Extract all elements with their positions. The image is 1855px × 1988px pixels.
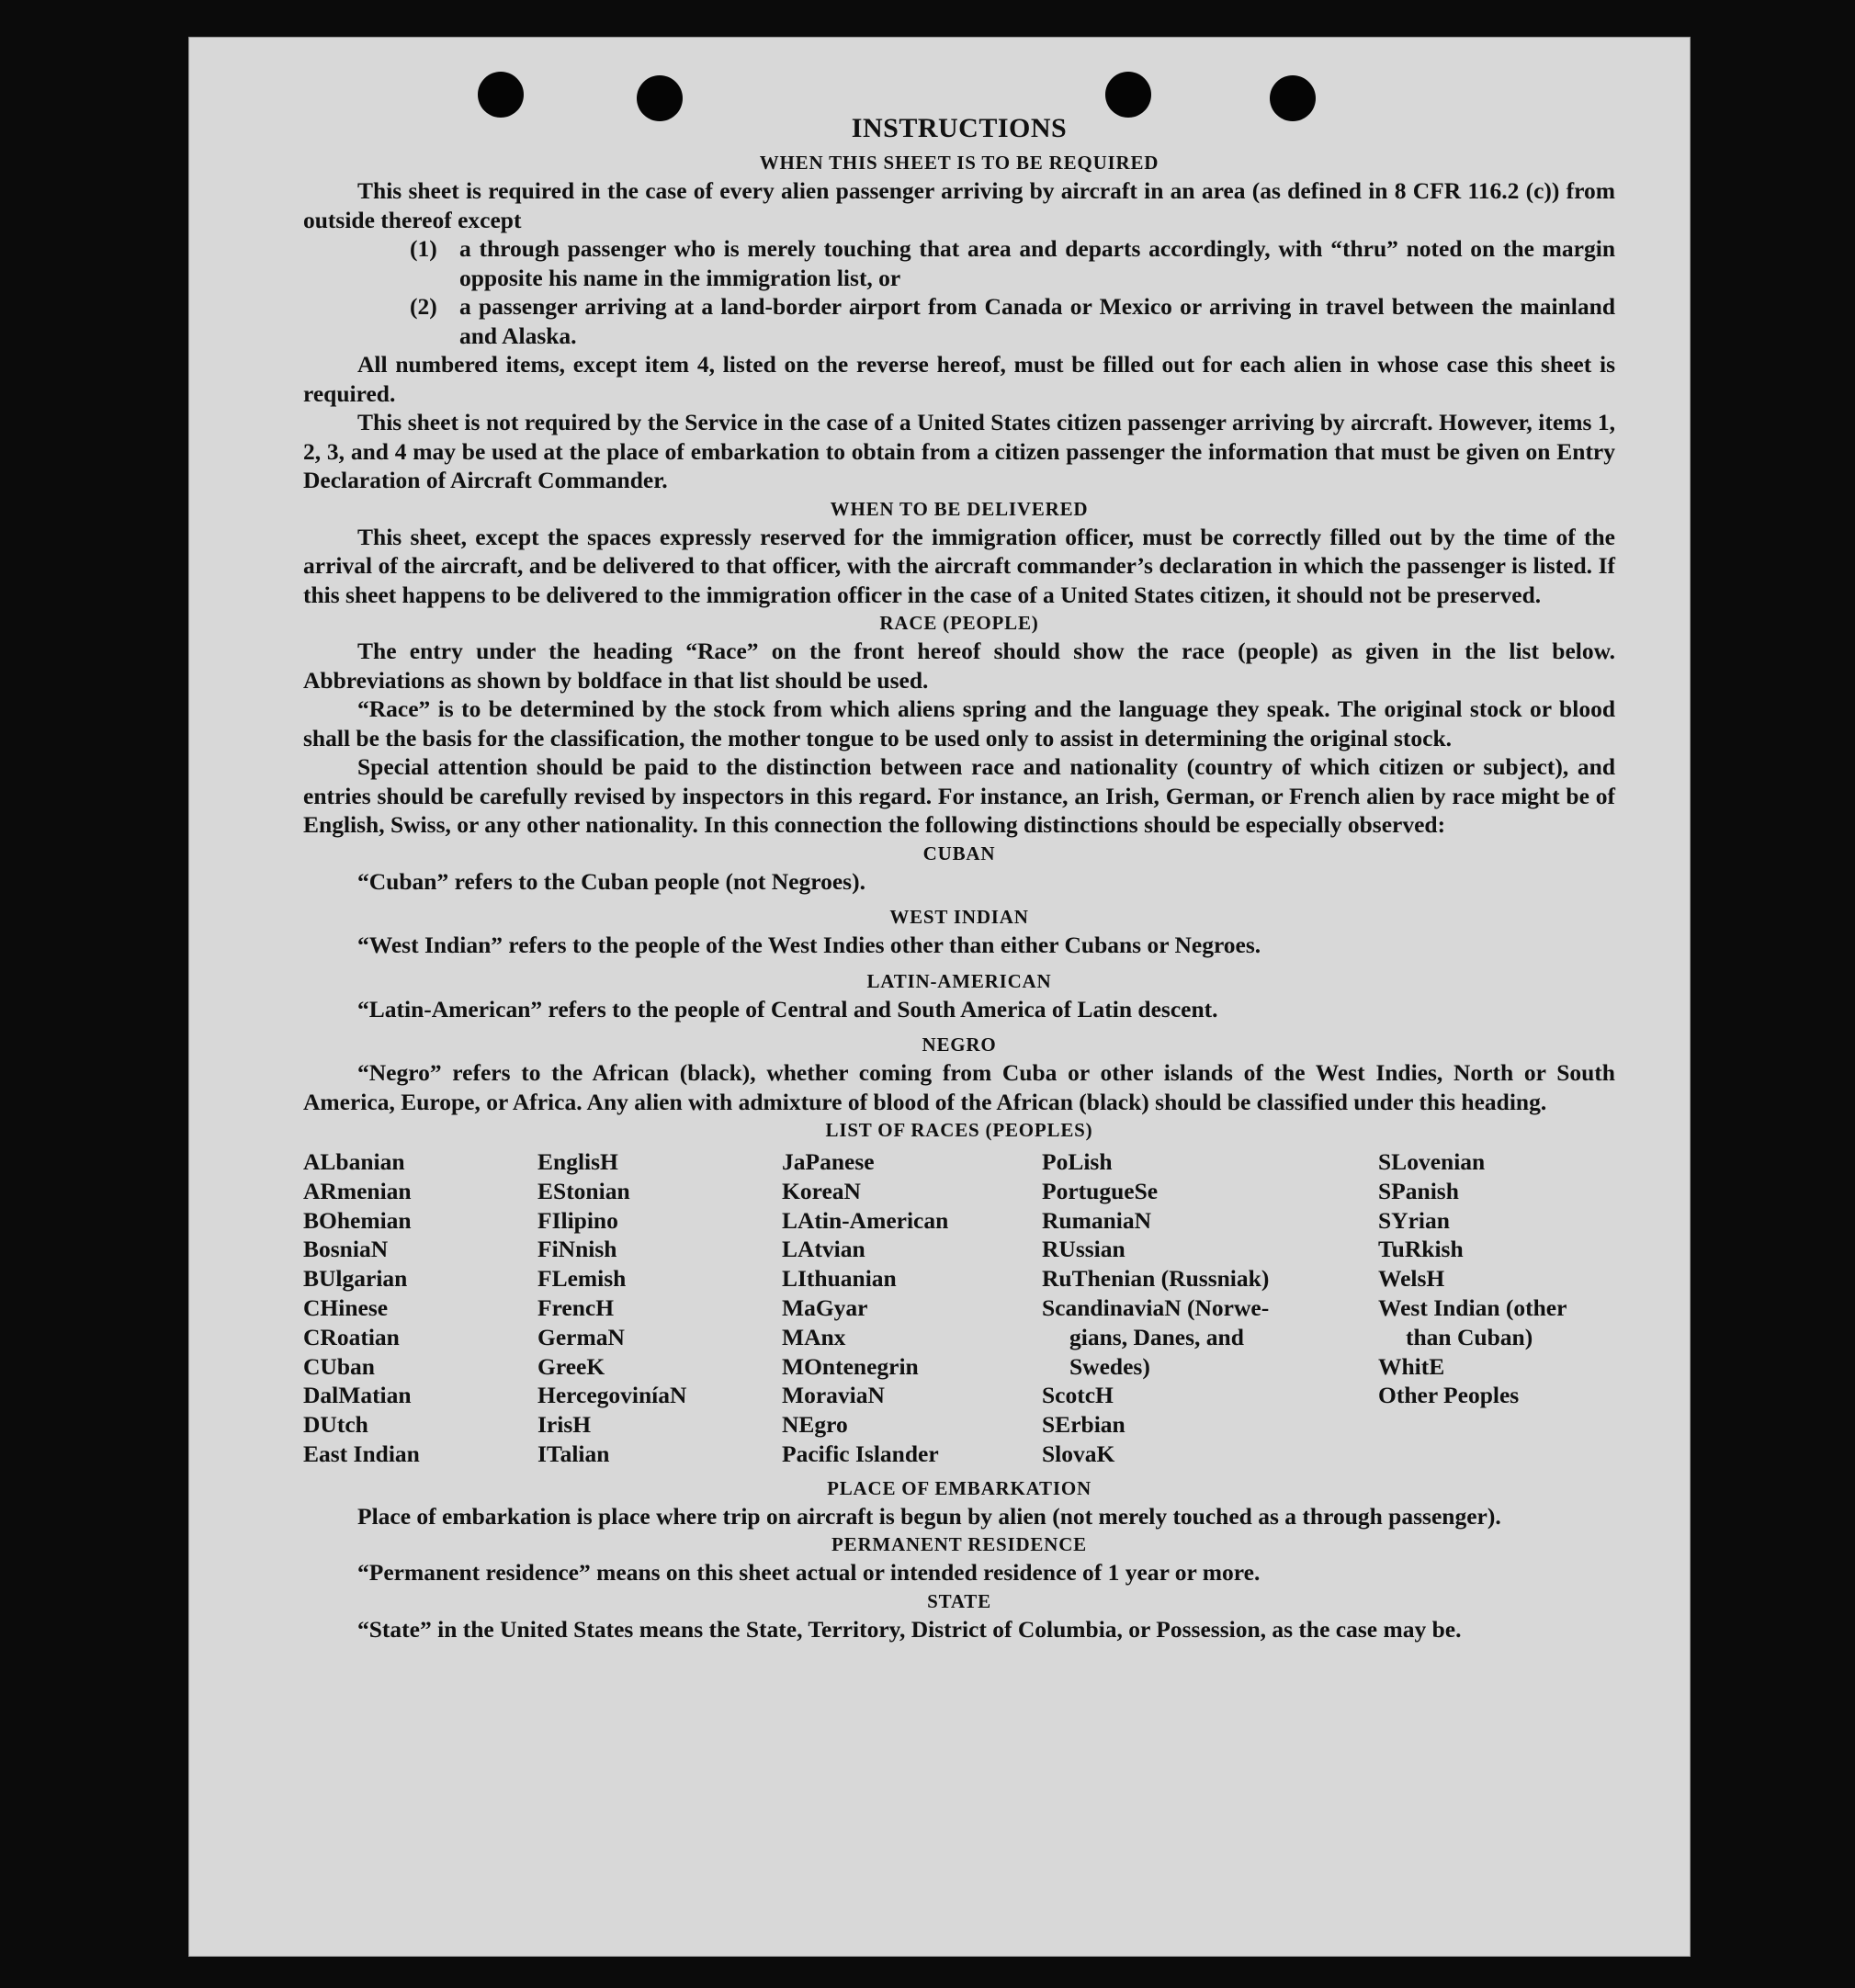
- race-item: than Cuban): [1406, 1323, 1533, 1350]
- instructions-body: [303, 110, 1615, 1643]
- race-item: CHinese: [303, 1293, 389, 1321]
- race-item: LAtin-American: [782, 1206, 949, 1234]
- section-heading: PLACE OF EMBARKATION: [827, 1476, 1092, 1499]
- paragraph: The entry under the heading “Race” on the front hereof should show the race (people) as given in the list below. Abbreviations as shown by boldface in that list should be used.: [303, 638, 1615, 694]
- race-item: East Indian: [303, 1440, 420, 1467]
- race-item: SPanish: [1378, 1177, 1459, 1204]
- race-item: LIthuanian: [782, 1265, 897, 1293]
- race-item: ALbanian: [303, 1148, 405, 1175]
- item-text: a through passenger who is merely touching that area and departs accordingly, with “thru” noted on the margin opposite his name in the immigration list, or: [459, 235, 1615, 291]
- race-item: FLemish: [537, 1265, 627, 1293]
- race-item: DalMatian: [303, 1382, 412, 1409]
- race-column: [303, 1147, 537, 1469]
- definition: “Negro” refers to the African (black), whether coming from Cuba or other islands of the West Indies, North or South America, Europe, or Africa. Any alien with admixture of blood of the African (black) should be classified under this heading.: [303, 1059, 1615, 1115]
- race-item: KoreaN: [782, 1177, 861, 1204]
- race-item: EnglisH: [537, 1148, 618, 1175]
- race-item: LAtvian: [782, 1236, 865, 1263]
- race-column: [1378, 1147, 1615, 1469]
- race-item: GreeK: [537, 1352, 605, 1380]
- definition: “Latin-American” refers to the people of Central and South America of Latin descent.: [357, 995, 1218, 1022]
- definition: Place of embarkation is place where trip on aircraft is begun by alien (not merely touched as a through passenger).: [357, 1502, 1501, 1530]
- race-item: West Indian (other: [1378, 1293, 1567, 1321]
- paragraph: This sheet, except the spaces expressly reserved for the immigration officer, must be correctly filled out by the time of the arrival of the aircraft, and be delivered to that officer, with the aircraft commander’s declaration in which the passenger is listed. If this sheet happens to be delivered to the immigration officer in the case of a United States citizen, it should not be preserved.: [303, 523, 1615, 608]
- race-item: gians, Danes, and: [1069, 1323, 1244, 1350]
- race-item: FiNnish: [537, 1236, 617, 1263]
- item-number: (1): [410, 235, 437, 262]
- paragraph: Special attention should be paid to the distinction between race and nationality (country of which citizen or subject), and entries should be carefully revised by inspectors in this regard. For instance, an Irish, German, or French alien by race might be of English, Swiss, or any other nationality. In this connection the following distinctions should be especially observed:: [303, 753, 1615, 838]
- race-item: ARmenian: [303, 1177, 412, 1204]
- section-heading: WEST INDIAN: [889, 906, 1029, 928]
- race-item: CUban: [303, 1352, 375, 1380]
- race-item: ScotcH: [1042, 1382, 1114, 1409]
- race-item: EStonian: [537, 1177, 630, 1204]
- race-item: MaGyar: [782, 1293, 868, 1321]
- race-item: TuRkish: [1378, 1236, 1464, 1263]
- item-number: (2): [410, 293, 437, 320]
- race-item: NEgro: [782, 1411, 848, 1439]
- paragraph: This sheet is not required by the Service in the case of a United States citizen passenger arriving by aircraft. However, items 1, 2, 3, and 4 may be used at the place of embarkation to obtain from a citizen passenger the information that must be given on Entry Declaration of Aircraft Commander.: [303, 409, 1615, 493]
- paragraph: All numbered items, except item 4, listed on the reverse hereof, must be filled out for each alien in whose case this sheet is required.: [303, 351, 1615, 407]
- numbered-item: [303, 292, 1615, 350]
- race-item: WelsH: [1378, 1265, 1445, 1293]
- section-heading: RACE (PEOPLE): [879, 612, 1039, 634]
- race-item: PortugueSe: [1042, 1177, 1159, 1204]
- race-item: FrencH: [537, 1293, 615, 1321]
- race-item: ScandinaviaN (Norwe-: [1042, 1293, 1270, 1321]
- race-item: Pacific Islander: [782, 1440, 939, 1467]
- race-item: DUtch: [303, 1411, 368, 1439]
- race-column: [537, 1147, 782, 1469]
- section-heading: PERMANENT RESIDENCE: [831, 1533, 1087, 1556]
- section-heading: LIST OF RACES (PEOPLES): [825, 1119, 1093, 1141]
- section-heading: WHEN THIS SHEET IS TO BE REQUIRED: [759, 152, 1159, 174]
- race-item: SErbian: [1042, 1411, 1125, 1439]
- race-item: CRoatian: [303, 1323, 400, 1350]
- item-text: a passenger arriving at a land-border airport from Canada or Mexico or arriving in travel between the mainland and Alaska.: [459, 293, 1615, 349]
- race-item: RuThenian (Russniak): [1042, 1265, 1270, 1293]
- race-item: RumaniaN: [1042, 1206, 1152, 1234]
- race-list: [303, 1147, 1615, 1469]
- section-heading: LATIN-AMERICAN: [866, 969, 1052, 992]
- race-item: SlovaK: [1042, 1440, 1115, 1467]
- numbered-item: [303, 234, 1615, 292]
- race-item: ITalian: [537, 1440, 610, 1467]
- race-item: RUssian: [1042, 1236, 1125, 1263]
- definition: “State” in the United States means the State, Territory, District of Columbia, or Possession, as the case may be.: [357, 1615, 1462, 1643]
- race-item: MoraviaN: [782, 1382, 885, 1409]
- definition: “West Indian” refers to the people of the West Indies other than either Cubans or Negroes.: [357, 932, 1261, 958]
- race-item: BUlgarian: [303, 1265, 408, 1293]
- race-item: Other Peoples: [1378, 1382, 1520, 1409]
- instruction-sheet: [188, 37, 1691, 1957]
- race-item: BOhemian: [303, 1206, 412, 1234]
- race-item: HercegoviníaN: [537, 1382, 687, 1409]
- definition: “Permanent residence” means on this sheet actual or intended residence of 1 year or more.: [357, 1559, 1261, 1587]
- race-item: PoLish: [1042, 1148, 1113, 1175]
- definition: “Cuban” refers to the Cuban people (not Negroes).: [357, 867, 865, 895]
- race-item: Swedes): [1069, 1352, 1150, 1380]
- race-item: FIlipino: [537, 1206, 618, 1234]
- race-item: MOntenegrin: [782, 1352, 919, 1380]
- page-title: INSTRUCTIONS: [851, 113, 1068, 143]
- section-heading: CUBAN: [922, 842, 996, 864]
- race-item: BosniaN: [303, 1236, 389, 1263]
- race-column: [782, 1147, 1042, 1469]
- race-item: SLovenian: [1378, 1148, 1486, 1175]
- race-column: [1042, 1147, 1378, 1469]
- race-item: JaPanese: [782, 1148, 875, 1175]
- race-item: SYrian: [1378, 1206, 1450, 1234]
- section-heading: STATE: [927, 1589, 991, 1612]
- race-item: MAnx: [782, 1323, 846, 1350]
- race-item: IrisH: [537, 1411, 592, 1439]
- paragraph: This sheet is required in the case of every alien passenger arriving by aircraft in an area (as defined in 8 CFR 116.2 (c)) from outside thereof except: [303, 177, 1615, 233]
- section-heading: NEGRO: [922, 1034, 997, 1056]
- section-heading: WHEN TO BE DELIVERED: [830, 497, 1089, 520]
- paragraph: “Race” is to be determined by the stock from which aliens spring and the language they speak. The original stock or blood shall be the basis for the classification, the mother tongue to be used only to assist in determining the original stock.: [303, 695, 1615, 751]
- race-item: WhitE: [1378, 1352, 1445, 1380]
- race-item: GermaN: [537, 1323, 625, 1350]
